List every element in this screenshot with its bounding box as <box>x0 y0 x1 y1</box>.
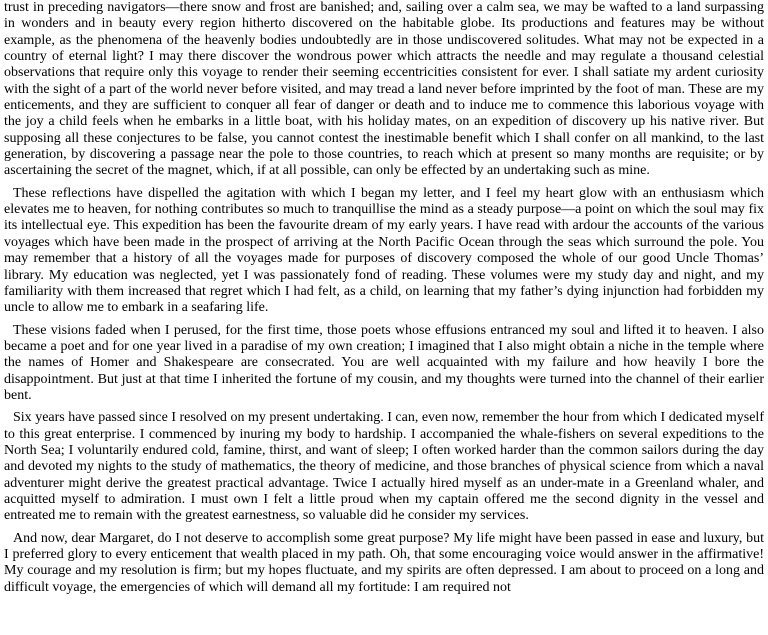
body-paragraph: Six years have passed since I resolved on my present undertaking. I can, even now, remember the hour from which I dedicated myself to this great enterprise. I commenced by inuring my body to hardship. I accompanied the whale-fishers on several expeditions to the North Sea; I voluntarily endured cold, famine, thirst, and want of sleep; I often worked harder than the common sailors during the day and devoted my nights to the study of mathematics, the theory of medicine, and those branches of physical science from which a naval adventurer might derive the greatest practical advantage. Twice I actually hired myself as an under-mate in a Greenland whaler, and acquitted myself to admiration. I must own I felt a little proud when my captain offered me the second dignity in the vessel and entreated me to remain with the greatest earnestness, so valuable did he consider my services. <box>4 410 764 524</box>
body-paragraph: These visions faded when I perused, for the first time, those poets whose effusions entranced my soul and lifted it to heaven. I also became a poet and for one year lived in a paradise of my own creation; I imagined that I also might obtain a niche in the temple where the names of Homer and Shakespeare are consecrated. You are well acquainted with my failure and how heavily I bore the disappointment. But just at that time I inherited the fortune of my cousin, and my thoughts were turned into the channel of their earlier bent. <box>4 322 764 403</box>
body-paragraph: And now, dear Margaret, do I not deserve to accomplish some great purpose? My life might have been passed in ease and luxury, but I preferred glory to every enticement that wealth placed in my path. Oh, that some encouraging voice would answer in the affirmative! My courage and my resolution is firm; but my hopes fluctuate, and my spirits are often depressed. I am about to proceed on a long and difficult voyage, the emergencies of which will demand all my fortitude: I am required not <box>4 530 764 595</box>
body-paragraph: These reflections have dispelled the agitation with which I began my letter, and I feel my heart glow with an enthusiasm which elevates me to heaven, for nothing contributes so much to tranquillise the mind as a steady purpose—a point on which the soul may fix its intellectual eye. This expedition has been the favourite dream of my early years. I have read with ardour the accounts of the various voyages which have been made in the prospect of arriving at the North Pacific Ocean through the seas which surround the pole. You may remember that a history of all the voyages made for purposes of discovery composed the whole of our good Uncle Thomas’ library. My education was neglected, yet I was passionately fond of reading. These volumes were my study day and night, and my familiarity with them increased that regret which I had felt, as a child, on learning that my father’s dying injunction had forbidden my uncle to allow me to embark in a seafaring life. <box>4 185 764 316</box>
body-paragraph-continuation: trust in preceding navigators—there snow and frost are banished; and, sailing over a calm sea, we may be wafted to a land surpassing in wonders and in beauty every region hitherto discovered on the habitable globe. Its productions and features may be without example, as the phenomena of the heavenly bodies undoubtedly are in those undiscovered solitudes. What may not be expected in a country of eternal light? I may there discover the wondrous power which attracts the needle and may regulate a thousand celestial observations that require only this voyage to render their seeming eccentricities consistent for ever. I shall satiate my ardent curiosity with the sight of a part of the world never before visited, and may tread a land never before imprinted by the foot of man. These are my enticements, and they are sufficient to conquer all fear of danger or death and to induce me to commence this laborious voyage with the joy a child feels when he embarks in a little boat, with his holiday mates, on an expedition of discovery up his native river. But supposing all these conjectures to be false, you cannot contest the inestimable benefit which I shall confer on all mankind, to the last generation, by discovering a passage near the pole to those countries, to reach which at present so many months are requisite; or by ascertaining the secret of the magnet, which, if at all possible, can only be effected by an undertaking such as mine. <box>4 0 764 179</box>
